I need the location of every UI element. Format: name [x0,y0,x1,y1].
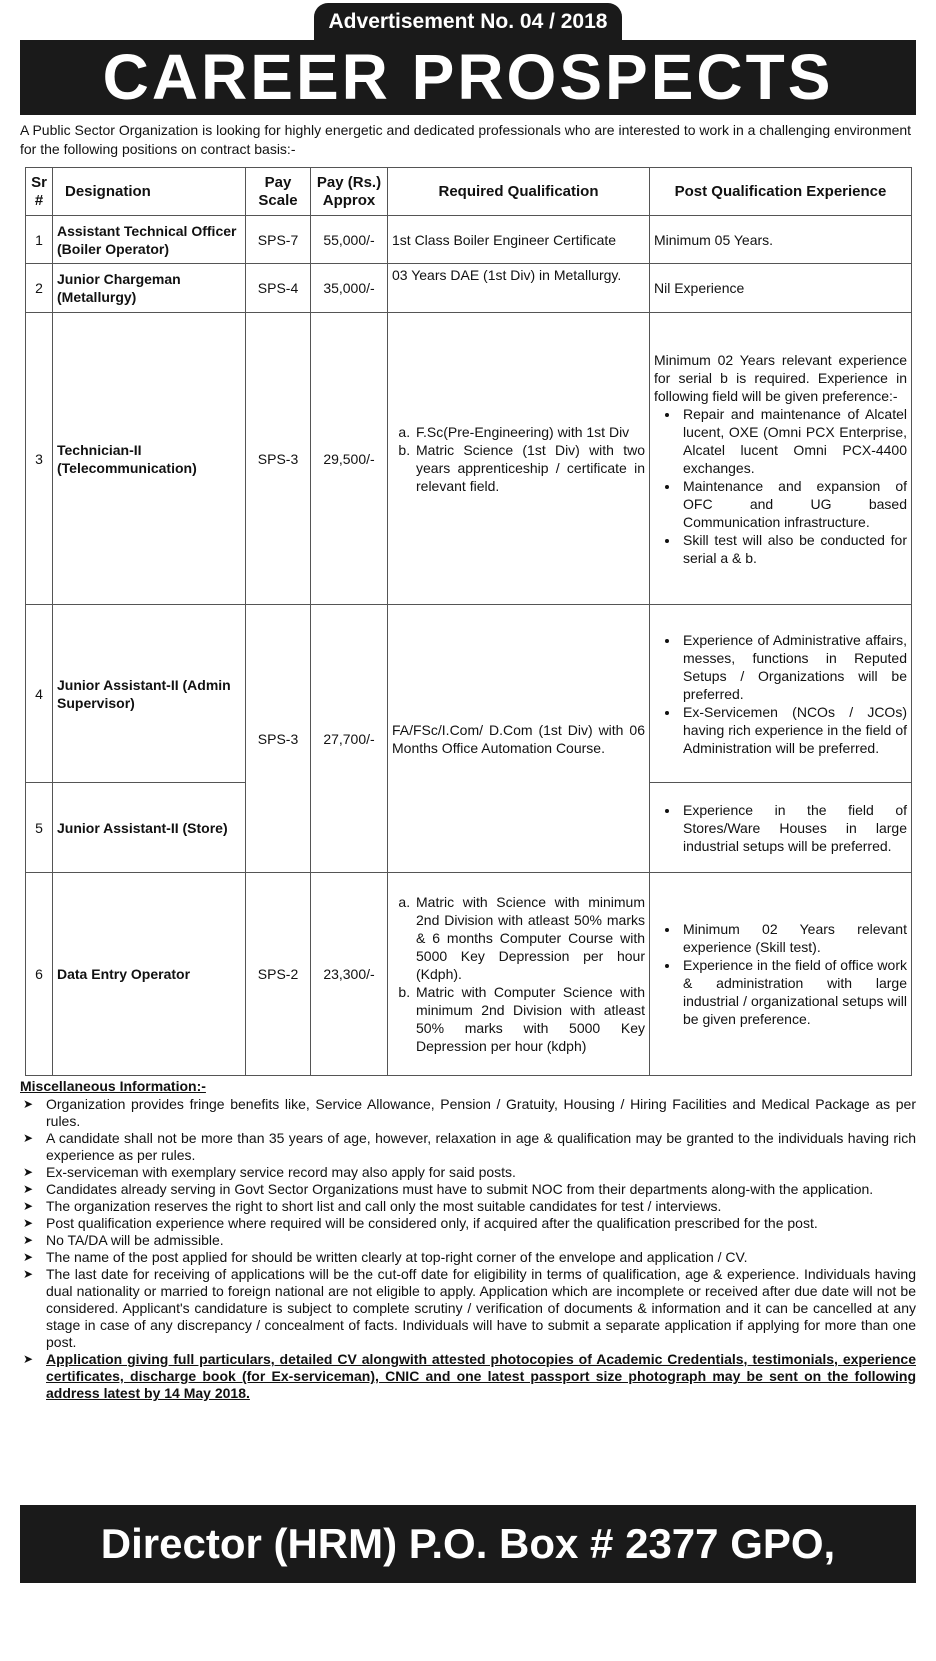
list-item: b. Matric Science (1st Div) with two years apprenticeship / certificate in relevant field. [414,441,645,495]
list-item: ➤ Ex-serviceman with exemplary service record may also apply for said posts. [23,1164,516,1180]
row-pay-scale: SPS-3 [246,605,311,873]
list-item: • Experience of Administrative affairs, messes, functions in Reputed Setups / Organizations will be preferred. [680,631,907,703]
header-designation: Designation [53,168,246,216]
row-experience [650,313,912,605]
arrow-bullet-icon: ➤ [23,1182,34,1196]
contact-address: Director (HRM) P.O. Box # 2377 GPO, Islamabad [20,1505,916,1583]
list-item: • Experience in the field of Stores/Ware Houses in large industrial setups will be preferred. [680,801,907,855]
page-title: CAREER PROSPECTS [20,40,916,115]
table-row [26,313,912,605]
list-item: ➤ Organization provides fringe benefits like, Service Allowance, Pension / Gratuity, Housing / Hiring Facilities and Medical Package as per rules. [23,1096,916,1129]
header-experience: Post Qualification Experience [650,168,912,216]
arrow-bullet-icon: ➤ [23,1097,34,1111]
list-item: a. F.Sc(Pre-Engineering) with 1st Div [414,423,645,441]
header-qualification: Required Qualification [388,168,650,216]
arrow-bullet-icon: ➤ [23,1131,34,1145]
row-pay: 23,300/- [311,873,388,1076]
row-pay: 29,500/- [311,313,388,605]
arrow-bullet-icon: ➤ [23,1199,34,1213]
list-item: • Skill test will also be conducted for serial a & b. [680,531,907,567]
row-pay-scale: SPS-4 [246,264,311,313]
list-item: • Ex-Servicemen (NCOs / JCOs) having rich experience in the field of Administration will be preferred. [680,703,907,757]
row-sr: 1 [26,216,53,264]
row-designation: Junior Chargeman (Metallurgy) [53,264,246,313]
experience-intro: Minimum 02 Years relevant experience for serial b is required. Experience in following field will be given preference:- [654,351,907,404]
application-instructions: ➤ Application giving full particulars, detailed CV alongwith attested photocopies of Academic Credentials, testimonials, experience certificates, discharge book (for Ex-serviceman), CNIC and one latest passport size photograph may be sent on the following address latest by 14 May 2018. [23,1351,916,1401]
row-qualification [388,313,650,605]
row-experience: Nil Experience [650,264,912,313]
list-item: • Maintenance and expansion of OFC and UG based Communication infrastructure. [680,477,907,531]
experience-list [654,920,907,1028]
intro-paragraph: A Public Sector Organization is looking for highly energetic and dedicated professionals who are interested to work in a challenging environment for the following positions on contract basis:- [20,122,912,157]
list-item: • Minimum 02 Years relevant experience (Skill test). [680,920,907,956]
experience-list [654,801,907,855]
list-item: b. Matric with Computer Science with minimum 2nd Division with atleast 50% marks with 5000 Key Depression per hour (kdph) [414,983,645,1055]
row-designation: Technician-II (Telecommunication) [53,313,246,605]
row-sr: 6 [26,873,53,1076]
list-item: • Repair and maintenance of Alcatel lucent, OXE (Omni PCX Enterprise, Alcatel lucent Omni PCX-4400 exchanges. [680,405,907,477]
row-sr: 3 [26,313,53,605]
qualification-list [392,893,645,1055]
row-sr: 5 [26,783,53,873]
arrow-bullet-icon: ➤ [23,1233,34,1247]
row-designation: Junior Assistant-II (Admin Supervisor) [53,605,246,783]
list-item: • Experience in the field of office work & administration with large industrial / organizational setups will be given preference. [680,956,907,1028]
experience-list [654,631,907,757]
row-sr: 4 [26,605,53,783]
row-designation: Data Entry Operator [53,873,246,1076]
row-designation: Junior Assistant-II (Store) [53,783,246,873]
table-row [26,873,912,1076]
row-designation: Assistant Technical Officer (Boiler Operator) [53,216,246,264]
table-header-row [26,168,912,216]
list-item: a. Matric with Science with minimum 2nd Division with atleast 50% marks & 6 months Computer Course with 5000 Key Depression per hour (Kdph). [414,893,645,983]
list-item: ➤ Candidates already serving in Govt Sector Organizations must have to submit NOC from their departments along-with the application. [23,1181,874,1197]
row-qualification: 1st Class Boiler Engineer Certificate [388,216,650,264]
row-pay-scale: SPS-7 [246,216,311,264]
row-qualification [388,873,650,1076]
table-row [26,216,912,264]
misc-information [20,1078,916,1402]
table-row [26,264,912,313]
list-item: ➤ The last date for receiving of applications will be the cut-off date for eligibility in terms of qualification, age & experience. Individuals having dual nationality or married to foreign national are not eligible to apply. Application which are incomplete or received after due date will not be considered. Applicant's candidature is subject to complete scrutiny / verification of documents & information and it can be cancelled at any stage in case of any discrepancy / concealment of facts. Individuals will have to submit a separate application if applying for more than one post. [23,1266,916,1350]
list-item: ➤ No TA/DA will be admissible. [23,1232,224,1248]
row-pay: 27,700/- [311,605,388,873]
header-pay-scale: Pay Scale [246,168,311,216]
row-pay: 35,000/- [311,264,388,313]
misc-title: Miscellaneous Information:- [20,1078,206,1094]
row-qualification: FA/FSc/I.Com/ D.Com (1st Div) with 06 Months Office Automation Course. [388,605,650,873]
arrow-bullet-icon: ➤ [23,1250,34,1264]
list-item: ➤ Post qualification experience where required will be considered only, if acquired after the qualification prescribed for the post. [23,1215,818,1231]
list-item: ➤ A candidate shall not be more than 35 years of age, however, relaxation in age & qualification may be granted to the individuals having rich experience as per rules. [23,1130,916,1163]
row-sr: 2 [26,264,53,313]
arrow-bullet-icon: ➤ [23,1165,34,1179]
list-item: ➤ The organization reserves the right to short list and call only the most suitable candidates for test / interviews. [23,1198,722,1214]
row-pay-scale: SPS-2 [246,873,311,1076]
row-experience [650,783,912,873]
table-row [26,605,912,783]
header-pay: Pay (Rs.) Approx [311,168,388,216]
row-pay: 55,000/- [311,216,388,264]
row-pay-scale: SPS-3 [246,313,311,605]
arrow-bullet-icon: ➤ [23,1216,34,1230]
positions-table [25,167,912,1076]
experience-list [654,405,907,567]
misc-list [20,1096,916,1402]
advertisement-number: Advertisement No. 04 / 2018 [314,3,622,41]
row-experience [650,605,912,783]
row-experience [650,873,912,1076]
qualification-list [392,423,645,495]
arrow-bullet-icon: ➤ [23,1352,34,1366]
row-qualification: 03 Years DAE (1st Div) in Metallurgy. [388,264,650,313]
arrow-bullet-icon: ➤ [23,1267,34,1281]
header-sr: Sr # [26,168,53,216]
row-experience: Minimum 05 Years. [650,216,912,264]
list-item: ➤ The name of the post applied for should be written clearly at top-right corner of the envelope and application / CV. [23,1249,748,1265]
